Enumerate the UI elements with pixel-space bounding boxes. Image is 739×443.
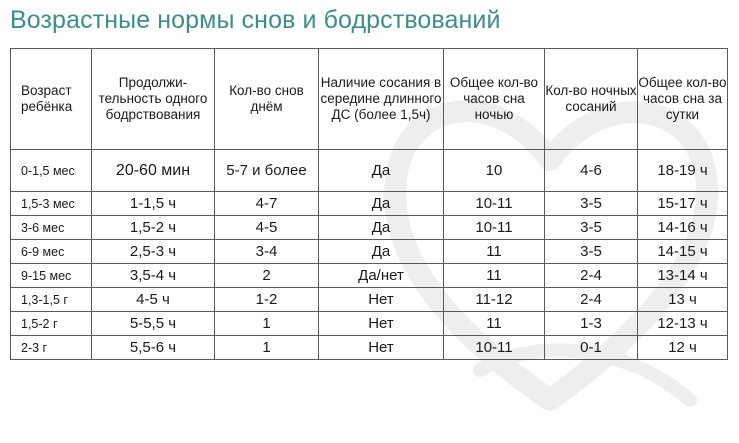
table-cell: 1-1,5 ч bbox=[92, 192, 215, 216]
header-cell: Общее кол-во часов сна ночью bbox=[444, 49, 545, 150]
table-cell: 13 ч bbox=[638, 288, 728, 312]
table-cell: 14-15 ч bbox=[638, 240, 728, 264]
table-cell: 14-16 ч bbox=[638, 216, 728, 240]
table-cell: 15-17 ч bbox=[638, 192, 728, 216]
table-cell: 1-2 bbox=[215, 288, 319, 312]
table-cell: 6-9 мес bbox=[11, 240, 92, 264]
table-cell: Нет bbox=[319, 312, 444, 336]
table-row bbox=[11, 150, 728, 192]
table-cell: Да bbox=[319, 216, 444, 240]
table-cell: 2-3 г bbox=[11, 336, 92, 360]
table-cell: 20-60 мин bbox=[92, 150, 215, 192]
table-cell: 0-1 bbox=[545, 336, 638, 360]
sleep-norms-table bbox=[10, 48, 728, 360]
table-cell: Да bbox=[319, 192, 444, 216]
table-cell: 4-6 bbox=[545, 150, 638, 192]
table-cell: 5-7 и более bbox=[215, 150, 319, 192]
table-cell: 2,5-3 ч bbox=[92, 240, 215, 264]
table-cell: 1,5-2 г bbox=[11, 312, 92, 336]
table-cell: Нет bbox=[319, 288, 444, 312]
header-cell: Общее кол-во часов сна за сутки bbox=[638, 49, 728, 150]
table-row bbox=[11, 288, 728, 312]
header-cell: Наличие сосания в середине длинного ДС (более 1,5ч) bbox=[319, 49, 444, 150]
table-cell: 5-5,5 ч bbox=[92, 312, 215, 336]
table-cell: 18-19 ч bbox=[638, 150, 728, 192]
table-cell: 3-5 bbox=[545, 192, 638, 216]
table-cell: 1,5-3 мес bbox=[11, 192, 92, 216]
table-cell: 1,3-1,5 г bbox=[11, 288, 92, 312]
table-cell: 10-11 bbox=[444, 216, 545, 240]
table-cell: 12-13 ч bbox=[638, 312, 728, 336]
table-cell: 1,5-2 ч bbox=[92, 216, 215, 240]
table-cell: 11-12 bbox=[444, 288, 545, 312]
page-title: Возрастные нормы снов и бодрствований bbox=[10, 6, 501, 34]
table-cell: 10 bbox=[444, 150, 545, 192]
table-cell: Да/нет bbox=[319, 264, 444, 288]
header-cell: Кол-во ночных сосаний bbox=[545, 49, 638, 150]
table-cell: 3-5 bbox=[545, 240, 638, 264]
table-row bbox=[11, 240, 728, 264]
table-cell: 1 bbox=[215, 336, 319, 360]
table-cell: 4-5 ч bbox=[92, 288, 215, 312]
table-cell: Нет bbox=[319, 336, 444, 360]
table-cell: Да bbox=[319, 240, 444, 264]
table-row bbox=[11, 216, 728, 240]
table-row bbox=[11, 192, 728, 216]
header-cell: Кол-во снов днём bbox=[215, 49, 319, 150]
table-cell: 5,5-6 ч bbox=[92, 336, 215, 360]
table-row bbox=[11, 336, 728, 360]
table-cell: Да bbox=[319, 150, 444, 192]
table-cell: 3-6 мес bbox=[11, 216, 92, 240]
table-cell: 3,5-4 ч bbox=[92, 264, 215, 288]
table-cell: 10-11 bbox=[444, 192, 545, 216]
table-cell: 11 bbox=[444, 312, 545, 336]
table-cell: 0-1,5 мес bbox=[11, 150, 92, 192]
table-cell: 11 bbox=[444, 240, 545, 264]
table-cell: 3-4 bbox=[215, 240, 319, 264]
table-cell: 4-5 bbox=[215, 216, 319, 240]
table-cell: 2-4 bbox=[545, 288, 638, 312]
table-cell: 1-3 bbox=[545, 312, 638, 336]
table-cell: 1 bbox=[215, 312, 319, 336]
table-cell: 10-11 bbox=[444, 336, 545, 360]
header-cell: Продолжи-тельность одного бодрствования bbox=[92, 49, 215, 150]
header-cell: Возраст ребёнка bbox=[11, 49, 92, 150]
table-cell: 4-7 bbox=[215, 192, 319, 216]
table-cell: 9-15 мес bbox=[11, 264, 92, 288]
table-cell: 13-14 ч bbox=[638, 264, 728, 288]
table-row bbox=[11, 264, 728, 288]
header-row bbox=[11, 49, 728, 150]
table-row bbox=[11, 312, 728, 336]
table-cell: 12 ч bbox=[638, 336, 728, 360]
table-cell: 2 bbox=[215, 264, 319, 288]
table-cell: 2-4 bbox=[545, 264, 638, 288]
table-cell: 3-5 bbox=[545, 216, 638, 240]
table-cell: 11 bbox=[444, 264, 545, 288]
